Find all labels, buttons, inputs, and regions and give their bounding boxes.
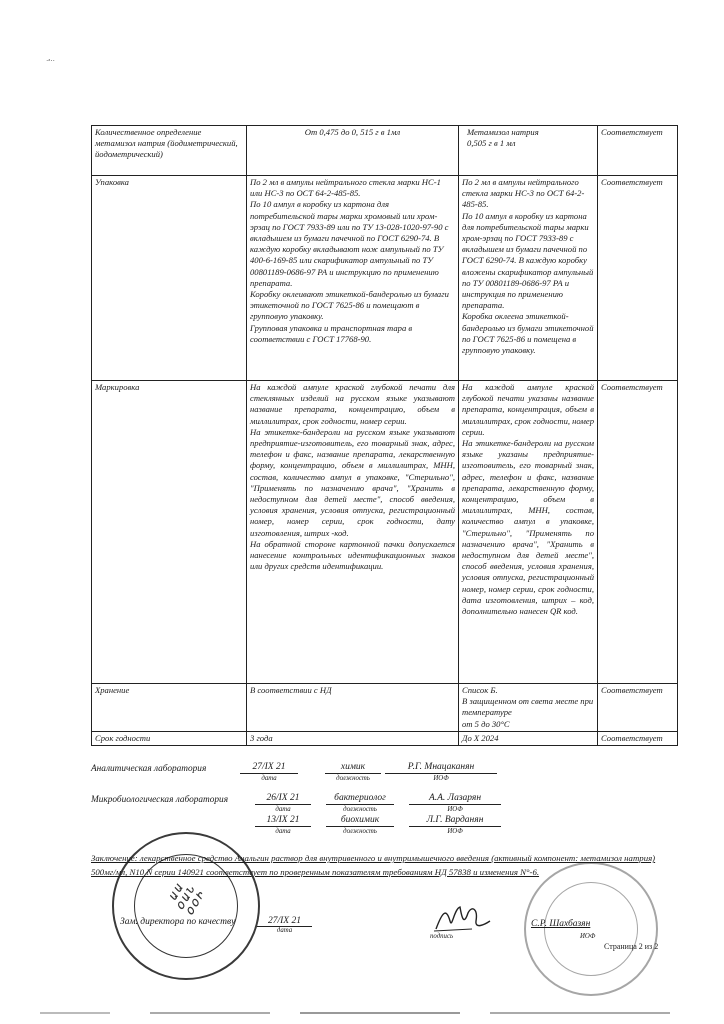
signature-caption: подпись <box>430 933 454 940</box>
micro-position-field-2 <box>326 815 394 836</box>
indicator-cell: Маркировка <box>92 381 247 684</box>
conformity-cell: Соответствует <box>598 176 678 381</box>
norm-cell: 3 года <box>247 731 459 745</box>
conformity-cell: Соответствует <box>598 731 678 745</box>
scan-edge-noise <box>40 1010 680 1016</box>
micro-name-field-2 <box>409 815 501 836</box>
footer-date-field <box>257 916 312 934</box>
analytical-name: Р.Г. Мнацаканян <box>385 762 497 774</box>
norm-cell: В соответствии с НД <box>247 684 459 732</box>
round-stamp-right <box>524 862 658 996</box>
date-caption: дата <box>276 927 293 934</box>
director-name: С.Р. Шахбазян <box>531 919 591 929</box>
table-row <box>92 731 678 745</box>
norm-cell: От 0,475 до 0, 515 г в 1мл <box>247 126 459 176</box>
name-caption: ИОФ <box>447 806 463 813</box>
norm-cell: На каждой ампуле краской глубокой печати для стеклянных изделий на русском языке указывают название препарата, концентрацию, объем в миллилитрах, срок годности, номер серии. На этикетке-бандероли на русском языке указывают предприятие-изготовитель, его товарный знак, адрес, телефон и факс, название препарата, лекарственную форму, концентрацию, объем в миллилитрах, МНН, состав, количество ампул в упаковке, "Стерильно", "Применять по назначению врача", "Хранить в недоступном для детей месте", способ введения, условия хранения, условия отпуска, регистрационный номер, номер серии, срок годности, дату изготовления, штрих -код. На обратной стороне картонной пачки допускается нанесение контрольных идентификационных знаков или других средств идентификации. <box>247 381 459 684</box>
analytical-lab-label: Аналитическая лаборатория <box>91 764 207 774</box>
handwritten-signature <box>432 899 492 935</box>
analytical-date-field <box>240 762 298 783</box>
micro-name-1: А.А. Лазарян <box>409 793 501 805</box>
analytical-position: химик <box>325 762 381 774</box>
footer-date: 27/IX 21 <box>257 916 312 927</box>
date-caption: дата <box>275 828 291 835</box>
micro-name-2: Л.Г. Варданян <box>409 815 501 827</box>
result-cell: До X 2024 <box>459 731 598 745</box>
stamp-center-text: Ա Ա Օ Ա Ն Օ Օ Ի <box>167 883 206 918</box>
stamp-inner-ring <box>544 882 638 976</box>
position-caption: должность <box>343 828 377 835</box>
date-caption: дата <box>275 806 291 813</box>
analytical-position-field <box>325 762 381 783</box>
director-caption: ИОФ <box>580 933 596 940</box>
conformity-cell: Соответствует <box>598 381 678 684</box>
header-speck: ·ᵃ·· <box>46 57 55 65</box>
indicator-cell: Упаковка <box>92 176 247 381</box>
result-cell: Список Б. В защищенном от света месте при температуре от 5 до 30°С <box>459 684 598 732</box>
micro-date-2: 13/IX 21 <box>255 815 311 827</box>
table-row <box>92 126 678 176</box>
date-caption: дата <box>261 775 277 782</box>
result-cell: Метамизол натрия 0,505 г в 1 мл <box>459 126 598 176</box>
indicator-cell: Количественное определение метамизол натрия (йодиметрический, йодометрический) <box>92 126 247 176</box>
position-caption: должность <box>343 806 377 813</box>
result-cell: На каждой ампуле краской глубокой печати указаны название препарата, концентрация, объем в миллилитрах, срок годности, номер серии. На этикетке-бандероли на русском языке указаны предприятие-изготовитель, его товарный знак, адрес, телефон и факс, название препарата, лекарственную форму, концентрацию, объем в миллилитрах, МНН, состав, количество ампул в упаковке, "Стерильно", "Применять по назначению врача", "Хранить в недоступном для детей месте", способ введения, условия хранения, условия отпуска, регистрационный номер, номер серии, срок годности, дата изготовления, штрих – код, дополнительно нанесен QR код. <box>459 381 598 684</box>
micro-lab-label: Микробиологическая лаборатория <box>91 795 229 805</box>
quality-director-label: Зам. директора по качеству <box>120 917 236 927</box>
micro-date-field-2 <box>255 815 311 836</box>
micro-position-2: биохимик <box>326 815 394 827</box>
analytical-date: 27/IX 21 <box>240 762 298 774</box>
micro-position-field-1 <box>326 793 394 814</box>
analytical-name-field <box>385 762 497 783</box>
conclusion-text: Заключение: лекарственное средство Анальгин раствор для внутривенного и внутримышечного введения (активный компонент: метамизол натрия) 500мг/мл, N10 N серии 140921 соответствует по проверенным показателям требованиям НД 57838 и изменения N°-6. <box>91 853 656 877</box>
page-number: Страница 2 из 2 <box>604 942 659 951</box>
micro-position-1: бактериолог <box>326 793 394 805</box>
micro-date-field-1 <box>255 793 311 814</box>
micro-date-1: 26/IX 21 <box>255 793 311 805</box>
indicator-cell: Хранение <box>92 684 247 732</box>
name-caption: ИОФ <box>433 775 449 782</box>
conformity-cell: Соответствует <box>598 684 678 732</box>
table-row <box>92 176 678 381</box>
norm-cell: По 2 мл в ампулы нейтрального стекла марки НС-1 или НС-3 по ОСТ 64-2-485-85. По 10 ампул в коробку из картона для потребительской тары марки хромовый или хром-эрзац по ГОСТ 7933-89 или по ТУ 13-028-1020-97-90 с вкладышем из бумаги пачечной по ГОСТ 6290-74. В каждую коробку вкладывают нож ампульный по ТУ 400-6-169-85 или скарификатор ампульный по ТУ 00801189-0686-97 РА и инструкцию по применению препарата. Коробку оклеивают этикеткой-бандеролью из бумаги этикеточной по ГОСТ 7625-86 и помещают в групповую упаковку. Групповая упаковка и транспортная тара в соответствии с ГОСТ 17768-90. <box>247 176 459 381</box>
position-caption: должность <box>336 775 370 782</box>
table-row <box>92 684 678 732</box>
spec-table <box>91 125 678 746</box>
name-caption: ИОФ <box>447 828 463 835</box>
micro-name-field-1 <box>409 793 501 814</box>
indicator-cell: Срок годности <box>92 731 247 745</box>
result-cell: По 2 мл в ампулы нейтрального стекла марки НС-3 по ОСТ 64-2-485-85. По 10 ампул в коробку из картона для потребительской тары марки хром-эрзац по ГОСТ 7933-89 с вкладышем из бумаги пачечной по ГОСТ 6290-74. В каждую коробку вложены скарификатор ампульный по ТУ 00801189-0686-97 РА и инструкция по применению препарата. Коробка оклеена этикеткой-бандеролью из бумаги этикеточной по ГОСТ 7625-86 и помещена в групповую упаковку. <box>459 176 598 381</box>
conformity-cell: Соответствует <box>598 126 678 176</box>
table-row <box>92 381 678 684</box>
